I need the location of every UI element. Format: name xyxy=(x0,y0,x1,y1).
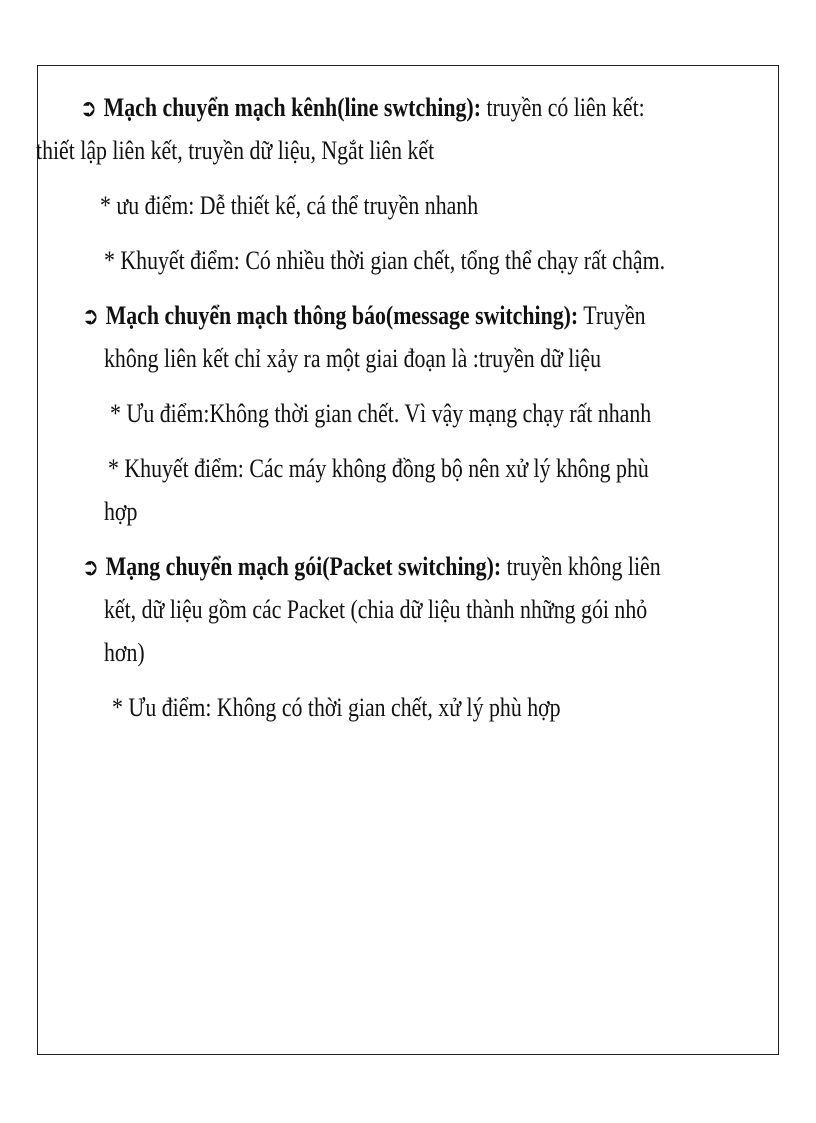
section-3-heading xyxy=(82,545,661,589)
section-3-advantage: * Ưu điểm: Không có thời gian chết, xử lý phù hợp xyxy=(112,693,561,722)
section-3-continuation-2: hơn) xyxy=(104,638,145,667)
arrow-bullet-icon: ➲ xyxy=(82,553,99,581)
section-1-text: truyền có liên kết: xyxy=(480,93,645,122)
section-3-text: truyền không liên xyxy=(501,552,661,581)
arrow-bullet-icon: ➲ xyxy=(82,302,99,330)
section-2-heading xyxy=(82,294,646,338)
section-2-disadvantage: * Khuyết điểm: Các máy không đồng bộ nên xử lý không phù xyxy=(108,454,649,483)
section-1-continuation: thiết lập liên kết, truyền dữ liệu, Ngắt liên kết xyxy=(36,136,435,165)
section-2-continuation: không liên kết chỉ xảy ra một giai đoạn là :truyền dữ liệu xyxy=(104,344,602,373)
section-2-advantage: * Ưu điểm:Không thời gian chết. Vì vậy mạng chạy rất nhanh xyxy=(110,399,652,428)
section-2-text: Truyền xyxy=(578,301,646,330)
section-1-heading xyxy=(80,86,645,130)
section-2-title: Mạch chuyển mạch thông báo(message switching): xyxy=(105,301,579,330)
section-3-continuation-1: kết, dữ liệu gồm các Packet (chia dữ liệu thành những gói nhỏ xyxy=(104,595,648,624)
section-1-disadvantage: * Khuyết điểm: Có nhiều thời gian chết, tổng thể chạy rất chậm. xyxy=(104,246,666,275)
section-1-title: Mạch chuyển mạch kênh(line swtching): xyxy=(103,93,481,122)
arrow-bullet-icon: ➲ xyxy=(80,94,97,122)
section-1-advantage: * ưu điểm: Dễ thiết kế, cá thể truyền nhanh xyxy=(100,191,479,220)
section-2-disadvantage-cont: hợp xyxy=(104,497,138,526)
section-3-title: Mạng chuyển mạch gói(Packet switching): xyxy=(105,552,502,581)
